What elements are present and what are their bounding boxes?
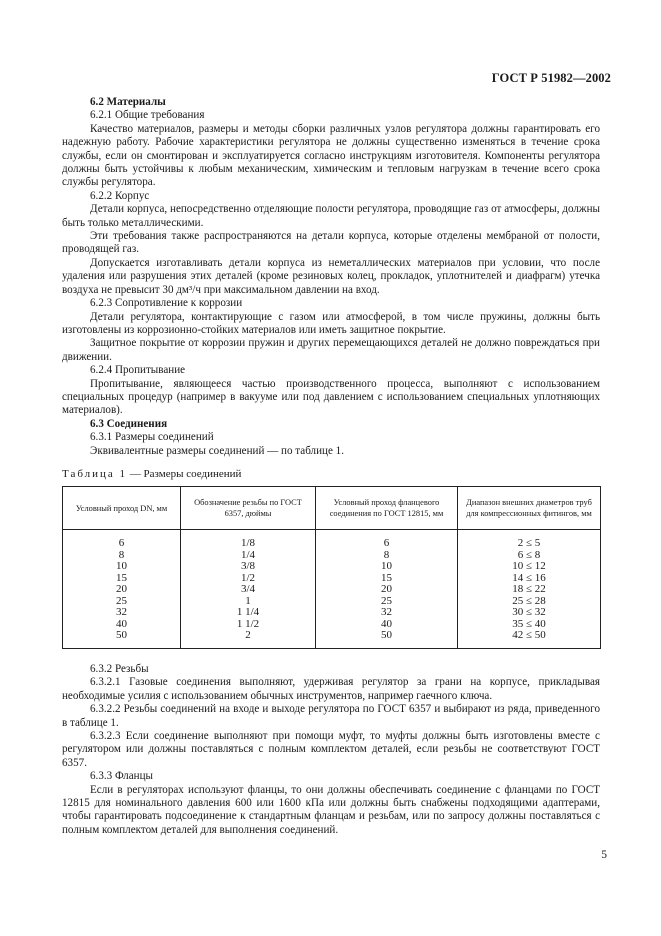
column-header: Обозначение резьбы по ГОСТ 6357, дюймы (181, 487, 316, 530)
table-row (63, 530, 601, 550)
table-cell: 32 (316, 607, 458, 619)
subsection-heading-6-2-2: 6.2.2 Корпус (90, 189, 150, 202)
paragraph: Качество материалов, размеры и методы сборки различных узлов регулятора должны гарантировать его надежную работу. Рабочие характеристики регулятора не должны существенно изменяться в течение срока службы, если он смонтирован и эксплуатируется согласно инструкциям изготовителя. Компоненты регулятора должны быть устойчивы к любым механическим, химическим и тепловым нагрузкам в течение всего срока службы регулятора. (62, 122, 600, 189)
table-cell: 8 (316, 550, 458, 562)
table-cell: 15 (63, 573, 181, 585)
table-cell: 25 ≤ 28 (458, 596, 601, 608)
table-cell: 3/8 (181, 561, 316, 573)
table-cell: 3/4 (181, 584, 316, 596)
table-cell: 20 (316, 584, 458, 596)
table-cell: 1/4 (181, 550, 316, 562)
subsection-heading-6-3-1: 6.3.1 Размеры соединений (90, 431, 214, 444)
subsection-heading-6-2-4: 6.2.4 Пропитывание (90, 364, 186, 377)
column-header: Условный проход фланцевого соединения по ГОСТ 12815, мм (316, 487, 458, 530)
table-cell: 10 ≤ 12 (458, 561, 601, 573)
table-cell: 40 (316, 619, 458, 631)
paragraph: Пропитывание, являющееся частью производственного процесса, выполняют с использованием специальных процедур (например в вакууме или под давлением с использованием специальных уплотняющих материалов). (62, 377, 600, 417)
table-cell: 20 (63, 584, 181, 596)
paragraph: Детали корпуса, непосредственно отделяющие полости регулятора, проводящие газ от атмосферы, должны быть только металлическими. (62, 203, 600, 229)
paragraph: Детали регулятора, контактирующие с газом или атмосферой, в том числе пружины, должны быть изготовлены из коррозионно-стойких материалов или иметь защитное покрытие. (62, 310, 600, 336)
page-number: 5 (601, 849, 607, 861)
table-cell: 14 ≤ 16 (458, 573, 601, 585)
column-header: Условный проход DN, мм (63, 487, 181, 530)
paragraph: Защитное покрытие от коррозии пружин и других перемещающихся деталей не должно повреждаться при движении. (62, 337, 600, 363)
table-cell: 1 (181, 596, 316, 608)
connection-sizes-table (62, 486, 601, 649)
paragraph: Эквивалентные размеры соединений — по таблице 1. (90, 444, 344, 457)
paragraph: 6.3.2.3 Если соединение выполняют при помощи муфт, то муфты должны быть изготовлены вместе с регулятором или должны поставляться с полным комплектом деталей, если резьбы не соответствуют ГОСТ 6357. (62, 729, 600, 769)
table-cell: 50 (63, 630, 181, 648)
table-cell: 32 (63, 607, 181, 619)
subsection-heading-6-2-1: 6.2.1 Общие требования (90, 109, 205, 122)
paragraph: Допускается изготавливать детали корпуса из неметаллических материалов при условии, что после удаления или разрушения этих деталей (кроме резиновых колец, прокладок, уплотнителей и диафрагм) утечка воздуха не превысит 30 дм³/ч при максимальном давлении на вход. (62, 256, 600, 296)
subsection-heading-6-3-2: 6.3.2 Резьбы (90, 662, 149, 675)
table-cell: 1/8 (181, 530, 316, 550)
table-cell: 2 ≤ 5 (458, 530, 601, 550)
paragraph: 6.3.2.2 Резьбы соединений на входе и выходе регулятора по ГОСТ 6357 и выбирают из ряда, приведенного в таблице 1. (62, 703, 600, 729)
section-heading-6-3: 6.3 Соединения (90, 417, 168, 430)
table-row (63, 630, 601, 648)
table-cell: 25 (63, 596, 181, 608)
table-cell: 35 ≤ 40 (458, 619, 601, 631)
paragraph: Если в регуляторах используют фланцы, то они должны обеспечивать соединение с фланцами по ГОСТ 12815 для номинального давления 600 или 1600 кПа или должны быть снабжены подходящими адаптерами, чтобы гарантировать подсоединение к стандартным фланцам и резьбам, или по запросу должны поставляться с полным комплектом деталей для выполнения соединений. (62, 783, 600, 836)
table-caption-label: Таблица 1 (62, 467, 128, 480)
table-cell: 1 1/2 (181, 619, 316, 631)
table-caption (62, 468, 600, 481)
table-cell: 42 ≤ 50 (458, 630, 601, 648)
table-cell: 10 (316, 561, 458, 573)
section-heading-6-2: 6.2 Материалы (90, 96, 166, 108)
table-cell: 6 (316, 530, 458, 550)
subsection-heading-6-2-3: 6.2.3 Сопротивление к коррозии (90, 297, 243, 310)
table-cell: 8 (63, 550, 181, 562)
table-cell: 30 ≤ 32 (458, 607, 601, 619)
table-caption-text: — Размеры соединений (127, 467, 242, 480)
table-cell: 6 (63, 530, 181, 550)
table-cell: 10 (63, 561, 181, 573)
table-cell: 2 (181, 630, 316, 648)
document-body (62, 96, 600, 837)
table-cell: 6 ≤ 8 (458, 550, 601, 562)
table-cell: 50 (316, 630, 458, 648)
table-cell: 25 (316, 596, 458, 608)
table-cell: 1/2 (181, 573, 316, 585)
table-cell: 1 1/4 (181, 607, 316, 619)
table-cell: 18 ≤ 22 (458, 584, 601, 596)
column-header: Диапазон внешних диаметров труб для компрессионных фитингов, мм (458, 487, 601, 530)
paragraph: Эти требования также распространяются на детали корпуса, которые отделены мембраной от полости, проводящей газ. (62, 230, 600, 256)
table-cell: 40 (63, 619, 181, 631)
table-cell: 15 (316, 573, 458, 585)
document-header: ГОСТ Р 51982—2002 (491, 71, 611, 85)
paragraph: 6.3.2.1 Газовые соединения выполняют, удерживая регулятор за грани на корпусе, прикладывая необходимые усилия с использованием обычных инструментов, например гаечного ключа. (62, 676, 600, 702)
table-header-row (63, 487, 601, 530)
subsection-heading-6-3-3: 6.3.3 Фланцы (90, 770, 153, 783)
